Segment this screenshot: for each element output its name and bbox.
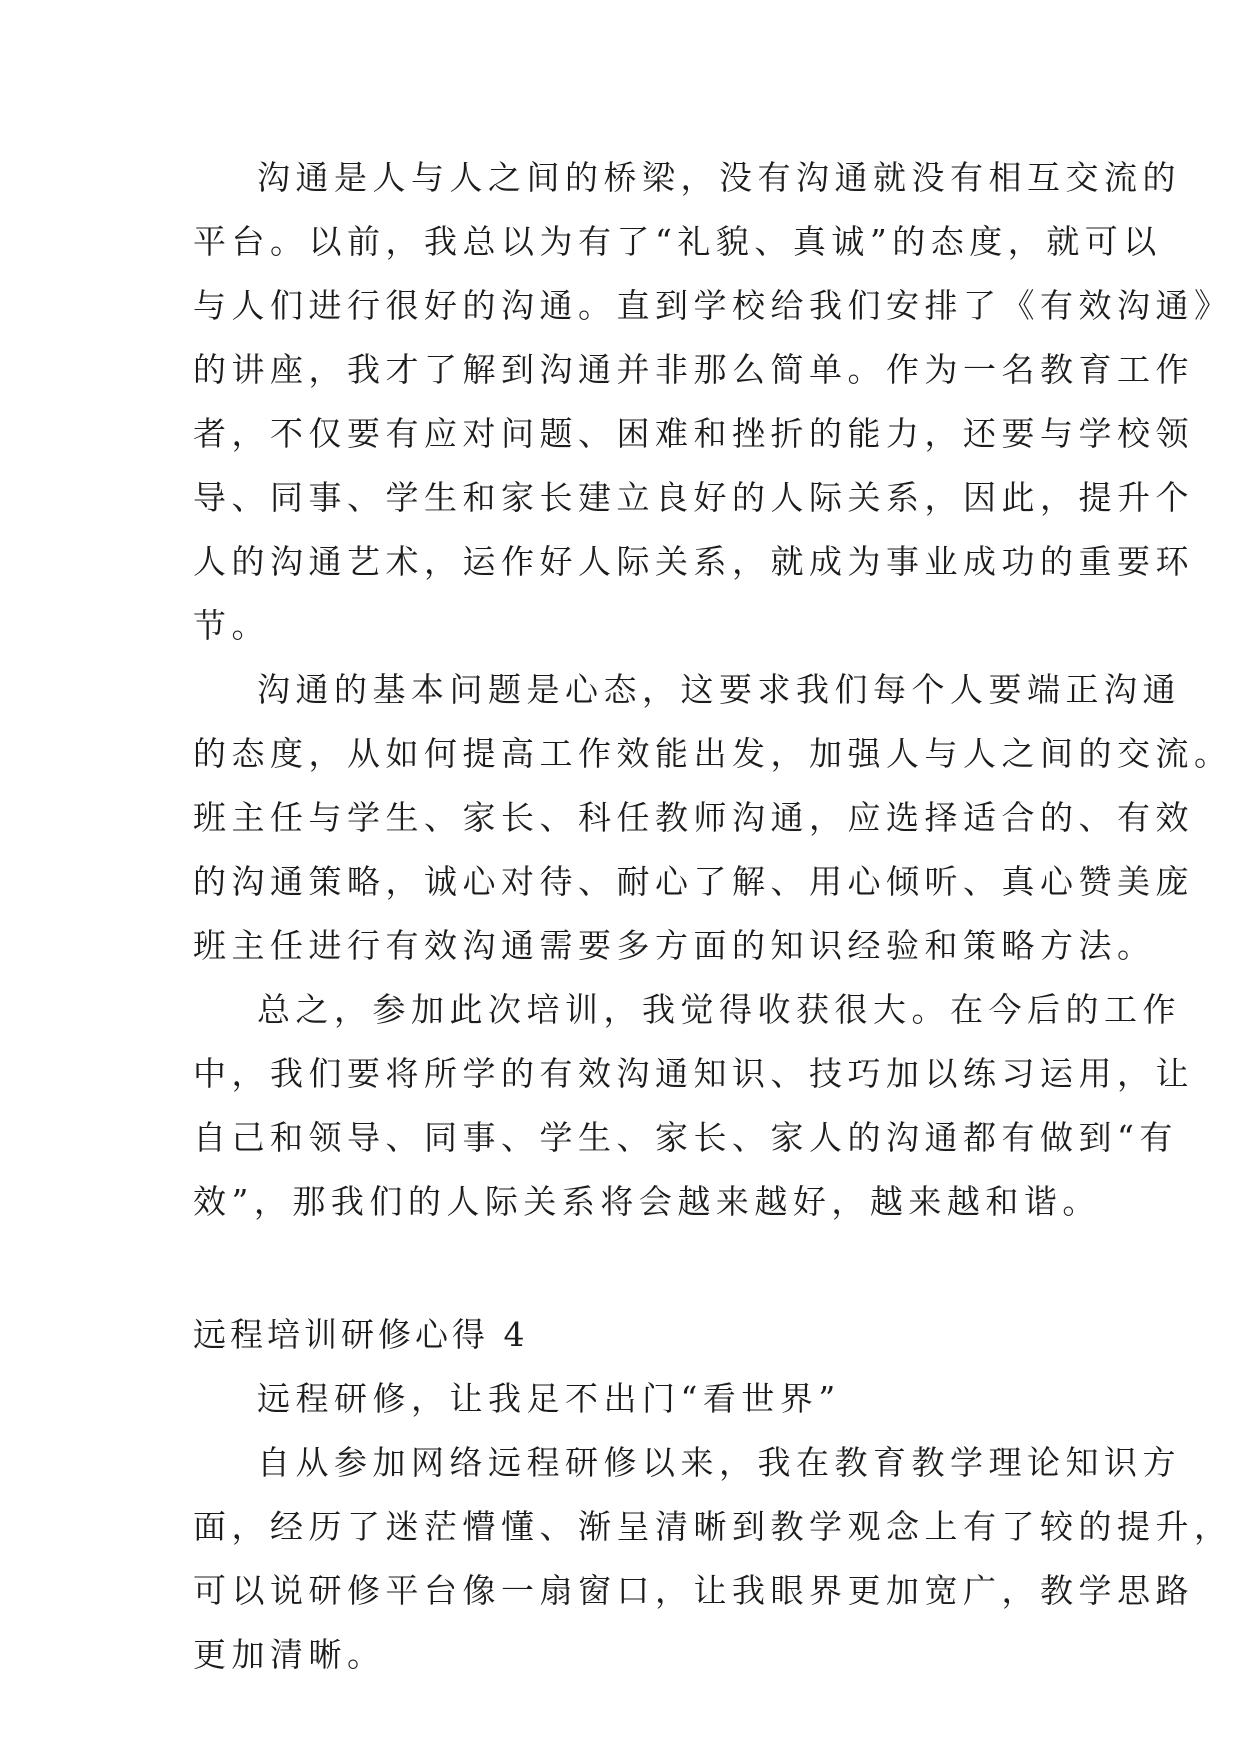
paragraph-1-line-5: 者，不仅要有应对问题、困难和挫折的能力，还要与学校领: [193, 414, 1194, 453]
paragraph-1-line-6: 导、同事、学生和家长建立良好的人际关系，因此，提升个: [193, 478, 1194, 517]
paragraph-1-line-2: 平台。以前，我总以为有了“礼貌、真诚”的态度，就可以: [193, 222, 1162, 261]
paragraph-3-line-2: 中，我们要将所学的有效沟通知识、技巧加以练习运用，让: [193, 1054, 1194, 1093]
paragraph-1-line-1: 沟通是人与人之间的桥梁，没有沟通就没有相互交流的: [257, 158, 1181, 197]
section-paragraph-line-3: 可以说研修平台像一扇窗口，让我眼界更加宽广，教学思路: [193, 1571, 1194, 1610]
paragraph-1-line-8: 节。: [193, 606, 270, 645]
paragraph-1-line-3: 与人们进行很好的沟通。直到学校给我们安排了《有效沟通》: [193, 286, 1233, 325]
paragraph-2-line-5: 班主任进行有效沟通需要多方面的知识经验和策略方法。: [193, 926, 1156, 965]
section-paragraph-line-4: 更加清晰。: [193, 1635, 386, 1674]
paragraph-2-line-4: 的沟通策略，诚心对待、耐心了解、用心倾听、真心赞美庞: [193, 862, 1194, 901]
paragraph-1-line-7: 人的沟通艺术，运作好人际关系，就成为事业成功的重要环: [193, 542, 1194, 581]
paragraph-1-line-4: 的讲座，我才了解到沟通并非那么简单。作为一名教育工作: [193, 350, 1194, 389]
section-subtitle: 远程研修，让我足不出门“看世界”: [257, 1379, 841, 1418]
paragraph-3-line-3: 自己和领导、同事、学生、家长、家人的沟通都有做到“有: [193, 1118, 1178, 1157]
paragraph-3-line-1: 总之，参加此次培训，我觉得收获很大。在今后的工作: [257, 990, 1181, 1029]
paragraph-2-line-2: 的态度，从如何提高工作效能出发，加强人与人之间的交流。: [193, 734, 1233, 773]
paragraph-2-line-3: 班主任与学生、家长、科任教师沟通，应选择适合的、有效: [193, 798, 1194, 837]
paragraph-2-line-1: 沟通的基本问题是心态，这要求我们每个人要端正沟通: [257, 670, 1181, 709]
section-paragraph-line-2: 面，经历了迷茫懵懂、渐呈清晰到教学观念上有了较的提升，: [193, 1507, 1233, 1546]
section-paragraph-line-1: 自从参加网络远程研修以来，我在教育教学理论知识方: [257, 1443, 1181, 1482]
paragraph-3-line-4: 效”，那我们的人际关系将会越来越好，越来越和谐。: [193, 1182, 1101, 1221]
section-title: 远程培训研修心得 4: [193, 1315, 529, 1354]
